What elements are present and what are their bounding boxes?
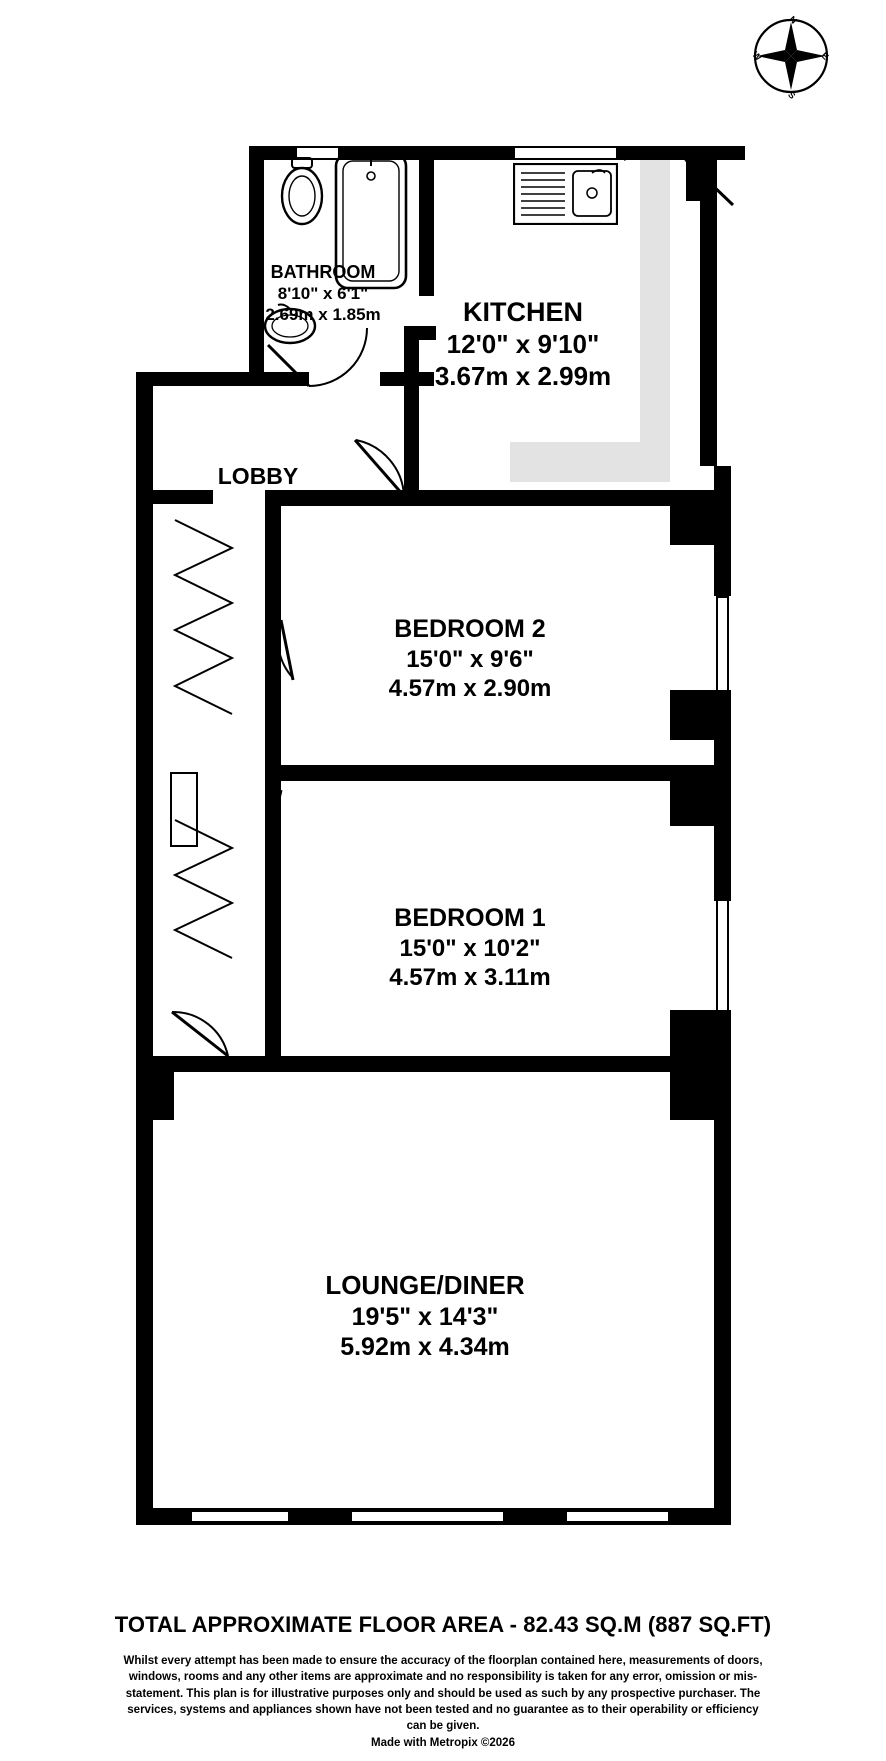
room-label-bedroom2: [300, 614, 640, 703]
room-label-bedroom1: [300, 903, 640, 992]
lounge-name: LOUNGE/DINER: [325, 1270, 525, 1300]
kitchen-sink-icon: [513, 163, 618, 230]
bedroom2-name: BEDROOM 2: [394, 615, 546, 643]
svg-text:S: S: [786, 89, 798, 101]
svg-text:N: N: [787, 14, 799, 26]
kitchen-name: KITCHEN: [463, 297, 583, 327]
bedroom1-metric: 4.57m x 3.11m: [389, 963, 551, 991]
lounge-imperial: 19'5" x 14'3": [351, 1302, 499, 1331]
lobby-name: LOBBY: [217, 463, 299, 489]
made-with-credit: Made with Metropix ©2026: [371, 1737, 515, 1749]
bathroom-imperial: 8'10" x 6'1": [277, 283, 369, 303]
room-label-lounge: [255, 1270, 595, 1363]
svg-text:E: E: [819, 50, 831, 62]
svg-text:W: W: [750, 49, 764, 63]
lounge-metric: 5.92m x 4.34m: [340, 1333, 510, 1362]
kitchen-imperial: 12'0" x 9'10": [446, 328, 600, 359]
room-label-lobby: [158, 462, 358, 490]
room-label-kitchen: [378, 296, 668, 392]
bathroom-metric: 2.69m x 1.85m: [265, 304, 381, 324]
total-floor-area: TOTAL APPROXIMATE FLOOR AREA - 82.43 SQ.M (887 SQ.FT): [114, 1612, 772, 1637]
bathroom-name: BATHROOM: [270, 262, 376, 282]
bedroom1-imperial: 15'0" x 10'2": [399, 934, 541, 962]
bedroom1-name: BEDROOM 1: [394, 904, 546, 932]
disclaimer-text: Whilst every attempt has been made to ensure the accuracy of the floorplan contained here, measurements of doors, windows, rooms and any other items are approximate and no responsibility is taken for any error, omission or mis-statement. This plan is for illustrative purposes only and should be used as such by any prospective purchaser. The services, systems and appliances shown have not been tested and no guarantee as to their operability or efficiency can be given.: [123, 1655, 763, 1733]
bedroom2-imperial: 15'0" x 9'6": [406, 645, 534, 673]
kitchen-metric: 3.67m x 2.99m: [434, 360, 612, 391]
toilet-icon: [276, 156, 328, 237]
bedroom2-metric: 4.57m x 2.90m: [388, 674, 552, 702]
